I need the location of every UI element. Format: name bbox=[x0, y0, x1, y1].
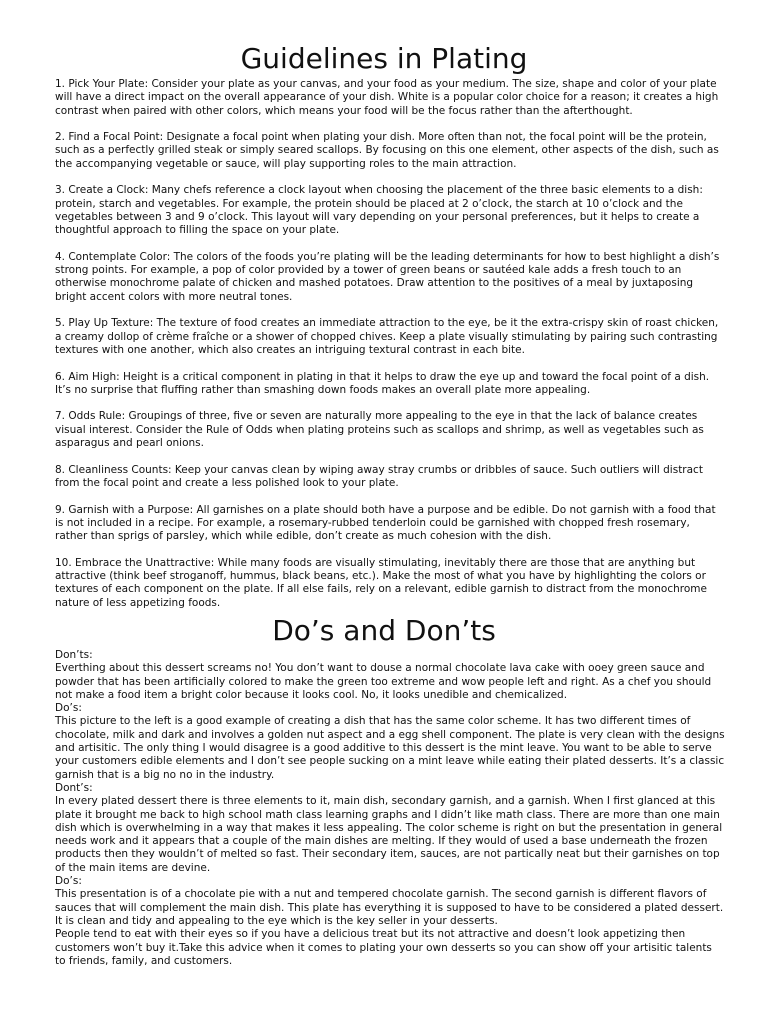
guidelines-list bbox=[55, 78, 725, 623]
guideline-9: 9. Garnish with a Purpose: All garnishes on a plate should both have a purpose and be edible. Do not garnish with a food that is not included in a recipe. For example, a rosemary-rubbed tenderloin could be garnished with chopped fresh rosemary, rather than sprigs of parsley, which while edible, don’t create as much cohesion with the dish. bbox=[55, 503, 716, 543]
donts-heading: Don’ts: bbox=[55, 649, 93, 661]
guideline-4: 4. Contemplate Color: The colors of the foods you’re plating will be the leading determinants for how to best highlight a dish’s strong points. For example, a pop of color provided by a tower of green beans or sautéed kale adds a fresh touch to an otherwise monochrome palate of chicken and mashed potatoes. Draw attention to the positives of a meal by juxtaposing bright accent colors with more neutral tones. bbox=[55, 250, 720, 303]
donts-paragraph-1: Everthing about this dessert screams no! You don’t want to douse a normal chocolate lava cake with ooey green sauce and powder that has been artificially colored to make the green too extreme and wow people left and right. As a chef you should not make a food item a bright color because it looks cool. No, it looks unedible and chemicalized. bbox=[55, 662, 712, 701]
guideline-6: 6. Aim High: Height is a critical component in plating in that it helps to draw the eye up and toward the focal point of a dish. It’s no surprise that fluffing rather than smashing down foods makes an overall plate more appealing. bbox=[55, 370, 710, 396]
dos-paragraph-2: This presentation is of a chocolate pie with a nut and tempered chocolate garnish. The second garnish is different flavors of sauces that will complement the main dish. This plate has everything it is supposed to have to be considered a plated dessert. It is clean and tidy and appealing to the eye which is the key seller in your desserts. bbox=[55, 888, 724, 927]
dos-donts-section bbox=[55, 649, 725, 968]
guideline-2: 2. Find a Focal Point: Designate a focal point when plating your dish. More often than not, the focal point will be the protein, such as a perfectly grilled steak or simply seared scallops. By focusing on this one element, other aspects of the dish, such as the accompanying vegetable or sauce, will play supporting roles to the main attraction. bbox=[55, 131, 719, 170]
dos-paragraph-1: This picture to the left is a good example of creating a dish that has the same color scheme. It has two different times of chocolate, milk and dark and involves a golden nut aspect and a egg shell component. The plate is very clean with the designs and artisitic. The only thing I would disagree is a good additive to this dessert is the mint leave. You want to be able to serve your customers edible elements and I don’t see people sucking on a mint leave while eating their plated desserts. It’s a classic garnish that is a big no no in the industry. bbox=[55, 715, 725, 781]
guideline-10: 10. Embrace the Unattractive: While many foods are visually stimulating, inevitably there are those that are anything but attractive (think beef stroganoff, hummus, black beans, etc.). Make the most of what you have by highlighting the colors or textures of each component on the plate. If all else fails, rely on a relevant, edible garnish to distract from the monochrome nature of less appetizing foods. bbox=[55, 556, 707, 609]
dos-heading-2: Do’s: bbox=[55, 875, 82, 888]
donts-heading-2: Dont’s: bbox=[55, 781, 93, 794]
guideline-8: 8. Cleanliness Counts: Keep your canvas clean by wiping away stray crumbs or dribbles of sauce. Such outliers will distract from the focal point and create a less polished look to your plate. bbox=[55, 463, 703, 489]
page-title: Guidelines in Plating bbox=[240, 42, 528, 75]
section-title-dos-donts: Do’s and Don’ts bbox=[272, 614, 496, 647]
guideline-7: 7. Odds Rule: Groupings of three, five or seven are naturally more appealing to the eye in that the lack of balance creates visual interest. Consider the Rule of Odds when plating proteins such as scallops and shrimp, as well as vegetables such as asparagus and pearl onions. bbox=[55, 410, 704, 450]
dos-heading: Do’s: bbox=[55, 702, 82, 715]
guideline-5: 5. Play Up Texture: The texture of food creates an immediate attraction to the eye, be it the extra-crispy skin of roast chicken, a creamy dollop of crème fraîche or a shower of chopped chives. Keep a plate visually stimulating by pairing such contrasting textures with one another, which also creates an intriguing textural contrast in each bite. bbox=[55, 317, 719, 356]
closing-paragraph: People tend to eat with their eyes so if you have a delicious treat but its not attractive and doesn’t look appetizing then customers won’t buy it.Take this advice when it comes to plating your own desserts so you can show off your artisitic talents to friends, family, and customers. bbox=[55, 928, 712, 967]
donts-paragraph-2: In every plated dessert there is three elements to it, main dish, secondary garnish, and a garnish. When I first glanced at this plate it brought me back to high school math class learning graphs and I didn’t like math class. There are more than one main dish which is overwhelming in a way that makes it less appealing. The color scheme is right on but the presentation in general needs work and it appears that a couple of the main dishes are melting. If they would of used a base underneath the frozen products then they wouldn’t of melted so fast. Their secondary item, sauces, are not partically neat but their garnishes on top of the main items are devine. bbox=[55, 795, 723, 874]
guideline-3: 3. Create a Clock: Many chefs reference a clock layout when choosing the placement of the three basic elements to a dish: protein, starch and vegetables. For example, the protein should be placed at 2 o’clock, the starch at 10 o’clock and the vegetables between 3 and 9 o’clock. This layout will vary depending on your personal preferences, but it helps to create a thoughtful approach to filling the space on your plate. bbox=[55, 184, 703, 237]
guideline-1: 1. Pick Your Plate: Consider your plate as your canvas, and your food as your medium. The size, shape and color of your plate will have a direct impact on the overall appearance of your dish. White is a popular color choice for a reason; it creates a high contrast when paired with other colors, which means your food will be the focus rather than the afterthought. bbox=[55, 78, 719, 117]
